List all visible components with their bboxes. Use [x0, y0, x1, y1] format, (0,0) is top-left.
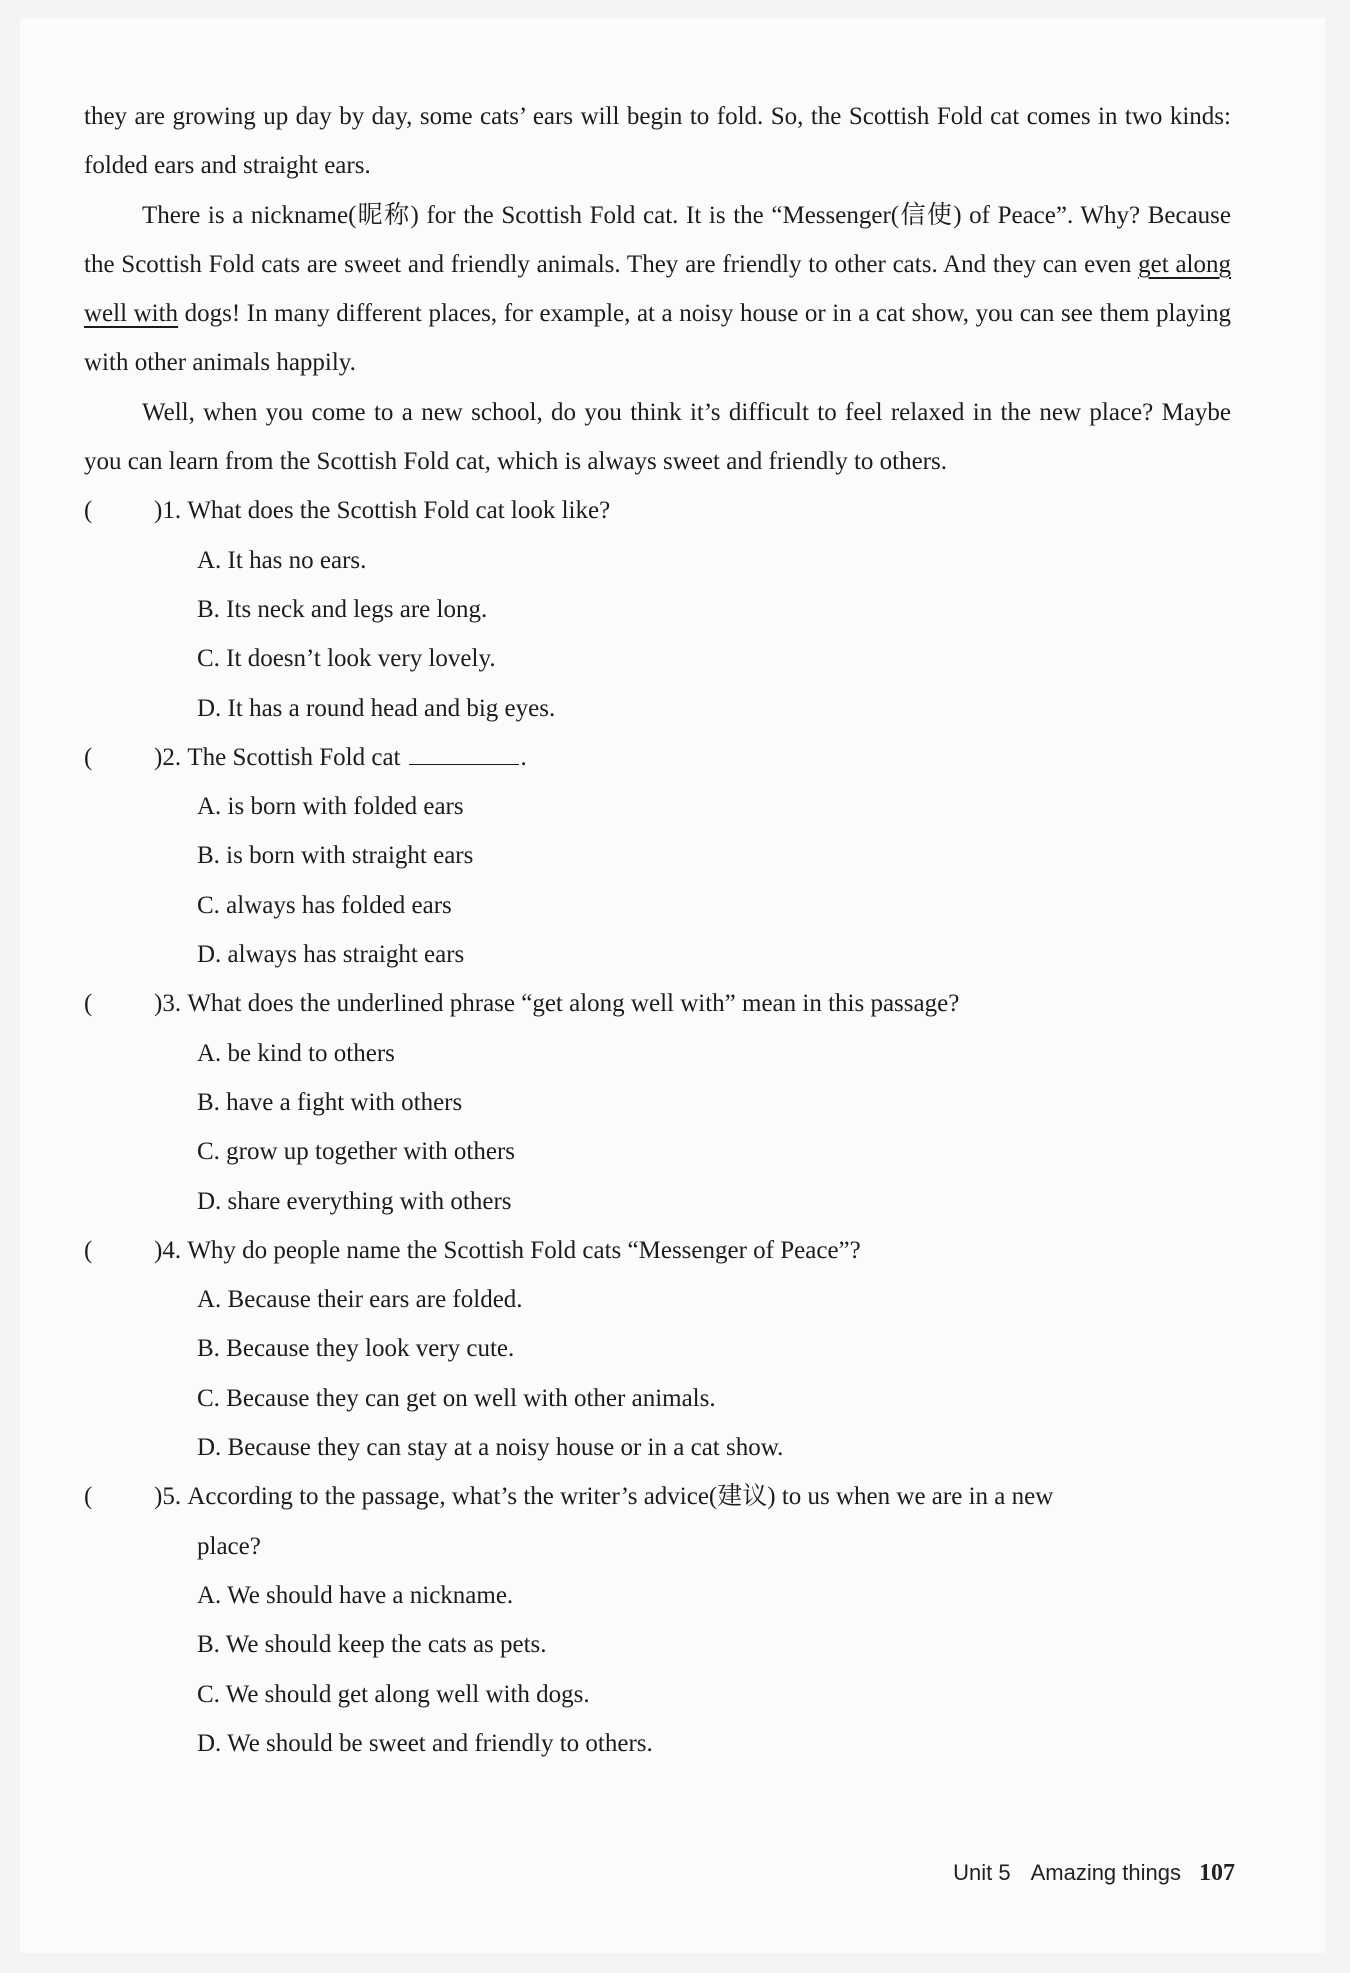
- option-a: A. It has no ears.: [197, 546, 367, 574]
- answer-paren-open: (: [84, 1483, 93, 1511]
- question-stem: [181, 486, 1231, 535]
- passage-paragraph-3: Well, when you come to a new school, do you think it’s difficult to feel relaxed in the new place? Maybe you can learn from the Scottish Fold cat, which is always sweet and friendly to others.: [84, 398, 1231, 476]
- question-stem-text: According to the passage, what’s the writer’s advice(建议) to us when we are in a new: [187, 1483, 1054, 1511]
- option-d: D. share everything with others: [197, 1187, 512, 1215]
- paragraph-2-text-before: There is a nickname(昵称) for the Scottish Fold cat. It is the “Messenger(信使) of Peace”. Why? Because the Scottish Fold cats are sweet and friendly animals. They are friendly to other cats. And they can even: [84, 201, 1231, 278]
- footer-unit-title: Amazing things: [1030, 1860, 1181, 1885]
- footer-unit: Unit 5: [953, 1860, 1011, 1885]
- question-number: 5.: [162, 1483, 182, 1511]
- answer-paren-close: ): [154, 1483, 163, 1511]
- question-stem-text: What does the underlined phrase “get along well with” mean in this passage?: [187, 990, 960, 1018]
- option-c: C. It doesn’t look very lovely.: [197, 645, 496, 673]
- passage-paragraph-2: [84, 191, 1231, 388]
- document-content: [84, 92, 1231, 1768]
- question-stem: [181, 979, 1231, 1028]
- question-number: 2.: [162, 743, 182, 771]
- option-a: A. Because their ears are folded.: [197, 1286, 523, 1314]
- answer-paren-open: (: [84, 1236, 93, 1264]
- question-number: 1.: [162, 497, 182, 525]
- option-c: C. always has folded ears: [197, 891, 452, 919]
- underlined-phrase: get along well with: [84, 250, 1231, 328]
- question-stem: [181, 1472, 1231, 1521]
- question-number: 4.: [162, 1236, 182, 1264]
- question-stem: [181, 733, 1231, 782]
- passage-paragraph-1: they are growing up day by day, some cats’ ears will begin to fold. So, the Scottish Fold cat comes in two kinds: folded ears and straight ears.: [84, 103, 1231, 180]
- page-number: 107: [1199, 1860, 1235, 1886]
- question-3: [84, 979, 1231, 1225]
- question-1: [84, 486, 1231, 732]
- option-c: C. Because they can get on well with other animals.: [197, 1384, 716, 1412]
- option-d: D. We should be sweet and friendly to others.: [197, 1729, 653, 1757]
- question-stem-end: .: [520, 743, 527, 771]
- question-stem-text: The Scottish Fold cat: [187, 743, 401, 771]
- paragraph-2-text-after: dogs! In many different places, for example, at a noisy house or in a cat show, you can see them playing with other animals happily.: [84, 300, 1231, 377]
- option-a: A. is born with folded ears: [197, 793, 464, 821]
- page-footer: [953, 1860, 1235, 1887]
- option-d: D. always has straight ears: [197, 941, 465, 969]
- answer-paren-open: (: [84, 497, 93, 525]
- option-c: C. grow up together with others: [197, 1138, 516, 1166]
- question-number: 3.: [162, 990, 182, 1018]
- answer-paren-open: (: [84, 743, 93, 771]
- answer-blank: [409, 738, 519, 765]
- option-d: D. Because they can stay at a noisy house or in a cat show.: [197, 1434, 784, 1462]
- answer-paren-close: ): [154, 497, 163, 525]
- option-c: C. We should get along well with dogs.: [197, 1680, 590, 1708]
- option-b: B. Because they look very cute.: [197, 1335, 515, 1363]
- answer-paren-close: ): [154, 743, 163, 771]
- question-4: [84, 1226, 1231, 1472]
- option-a: A. be kind to others: [197, 1039, 395, 1067]
- option-a: A. We should have a nickname.: [197, 1581, 514, 1609]
- question-5: [84, 1472, 1231, 1768]
- option-b: B. Its neck and legs are long.: [197, 595, 488, 623]
- option-d: D. It has a round head and big eyes.: [197, 694, 556, 722]
- question-stem-text: What does the Scottish Fold cat look like?: [187, 497, 611, 525]
- answer-paren-close: ): [154, 1236, 163, 1264]
- question-stem-continuation: place?: [197, 1532, 261, 1560]
- option-b: B. We should keep the cats as pets.: [197, 1631, 547, 1659]
- option-b: B. have a fight with others: [197, 1088, 463, 1116]
- question-stem: [181, 1226, 1231, 1275]
- question-stem-text: Why do people name the Scottish Fold cats “Messenger of Peace”?: [187, 1236, 861, 1264]
- option-b: B. is born with straight ears: [197, 842, 474, 870]
- question-2: [84, 733, 1231, 979]
- answer-paren-close: ): [154, 990, 163, 1018]
- answer-paren-open: (: [84, 990, 93, 1018]
